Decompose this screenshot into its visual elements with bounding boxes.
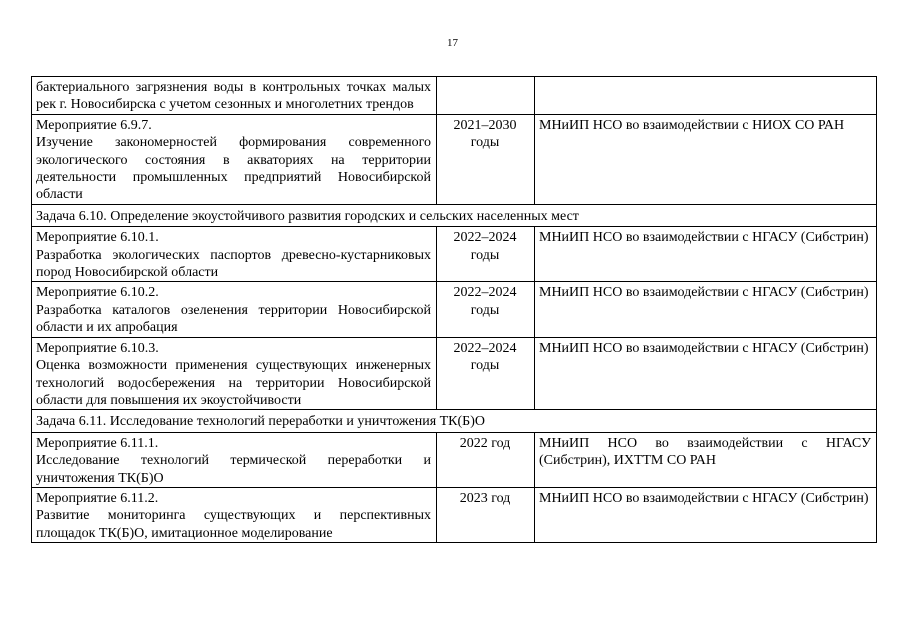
measure-row (32, 487, 877, 542)
measure-description-cell (32, 487, 437, 542)
measure-period-cell: 2022–2024 годы (437, 282, 535, 337)
task-heading: Задача 6.11. Исследование технологий переработки и уничтожения ТК(Б)О (32, 410, 877, 432)
task-heading: Задача 6.10. Определение экоустойчивого развития городских и сельских населенных мест (32, 204, 877, 226)
measure-row (32, 282, 877, 337)
measure-text: Оценка возможности применения существующих инженерных технологий водосбережения на территории Новосибирской области для повышения их экоустойчивости (36, 358, 431, 408)
measure-description-cell (32, 227, 437, 282)
measure-text: Изучение закономерностей формирования современного экологического состояния в акваториях на территории деятельности промышленных предприятий Новосибирской области (36, 135, 431, 203)
measure-text: Исследование технологий термической переработки и уничтожения ТК(Б)О (36, 453, 431, 486)
measure-period-cell: 2022–2024 годы (437, 227, 535, 282)
measure-executor-cell: МНиИП НСО во взаимодействии с НГАСУ (Сибстрин) (535, 282, 877, 337)
measure-row (32, 337, 877, 410)
measure-title: Мероприятие 6.10.3. (36, 340, 159, 356)
measure-text: Развитие мониторинга существующих и перспективных площадок ТК(Б)О, имитационное моделирование (36, 508, 431, 541)
measure-description-cell (32, 337, 437, 410)
measure-title: Мероприятие 6.11.1. (36, 435, 159, 451)
measure-title: Мероприятие 6.11.2. (36, 490, 159, 506)
measure-title: Мероприятие 6.10.1. (36, 230, 159, 246)
measure-text: бактериального загрязнения воды в контрольных точках малых рек г. Новосибирска с учетом сезонных и многолетних трендов (36, 80, 431, 113)
measures-table (31, 76, 877, 543)
measure-executor-cell (535, 77, 877, 115)
measure-title: Мероприятие 6.9.7. (36, 117, 152, 133)
measure-text: Разработка экологических паспортов древесно-кустарниковых пород Новосибирской области (36, 247, 431, 281)
measure-executor-cell: МНиИП НСО во взаимодействии с НГАСУ (Сибстрин) (535, 227, 877, 282)
measure-executor-cell: МНиИП НСО во взаимодействии с НГАСУ (Сибстрин), ИХТТМ СО РАН (535, 432, 877, 487)
page-number: 17 (447, 37, 458, 49)
measures-table-body (32, 77, 877, 543)
task-row (32, 410, 877, 432)
measure-description-cell (32, 77, 437, 115)
measure-period-cell: 2021–2030 годы (437, 114, 535, 204)
measure-period-cell: 2023 год (437, 487, 535, 542)
measure-period-cell: 2022 год (437, 432, 535, 487)
measure-row (32, 77, 877, 115)
measure-executor-cell: МНиИП НСО во взаимодействии с НГАСУ (Сибстрин) (535, 337, 877, 410)
measure-description-cell (32, 282, 437, 337)
measure-row (32, 227, 877, 282)
measure-period-cell (437, 77, 535, 115)
measure-row (32, 114, 877, 204)
measure-row (32, 432, 877, 487)
measure-period-cell: 2022–2024 годы (437, 337, 535, 410)
measure-description-cell (32, 114, 437, 204)
measure-title: Мероприятие 6.10.2. (36, 285, 159, 301)
measure-executor-cell: МНиИП НСО во взаимодействии с НГАСУ (Сибстрин) (535, 487, 877, 542)
measure-text: Разработка каталогов озеленения территории Новосибирской области и их апробация (36, 302, 431, 336)
measure-executor-cell: МНиИП НСО во взаимодействии с НИОХ СО РАН (535, 114, 877, 204)
measure-description-cell (32, 432, 437, 487)
task-row (32, 204, 877, 226)
